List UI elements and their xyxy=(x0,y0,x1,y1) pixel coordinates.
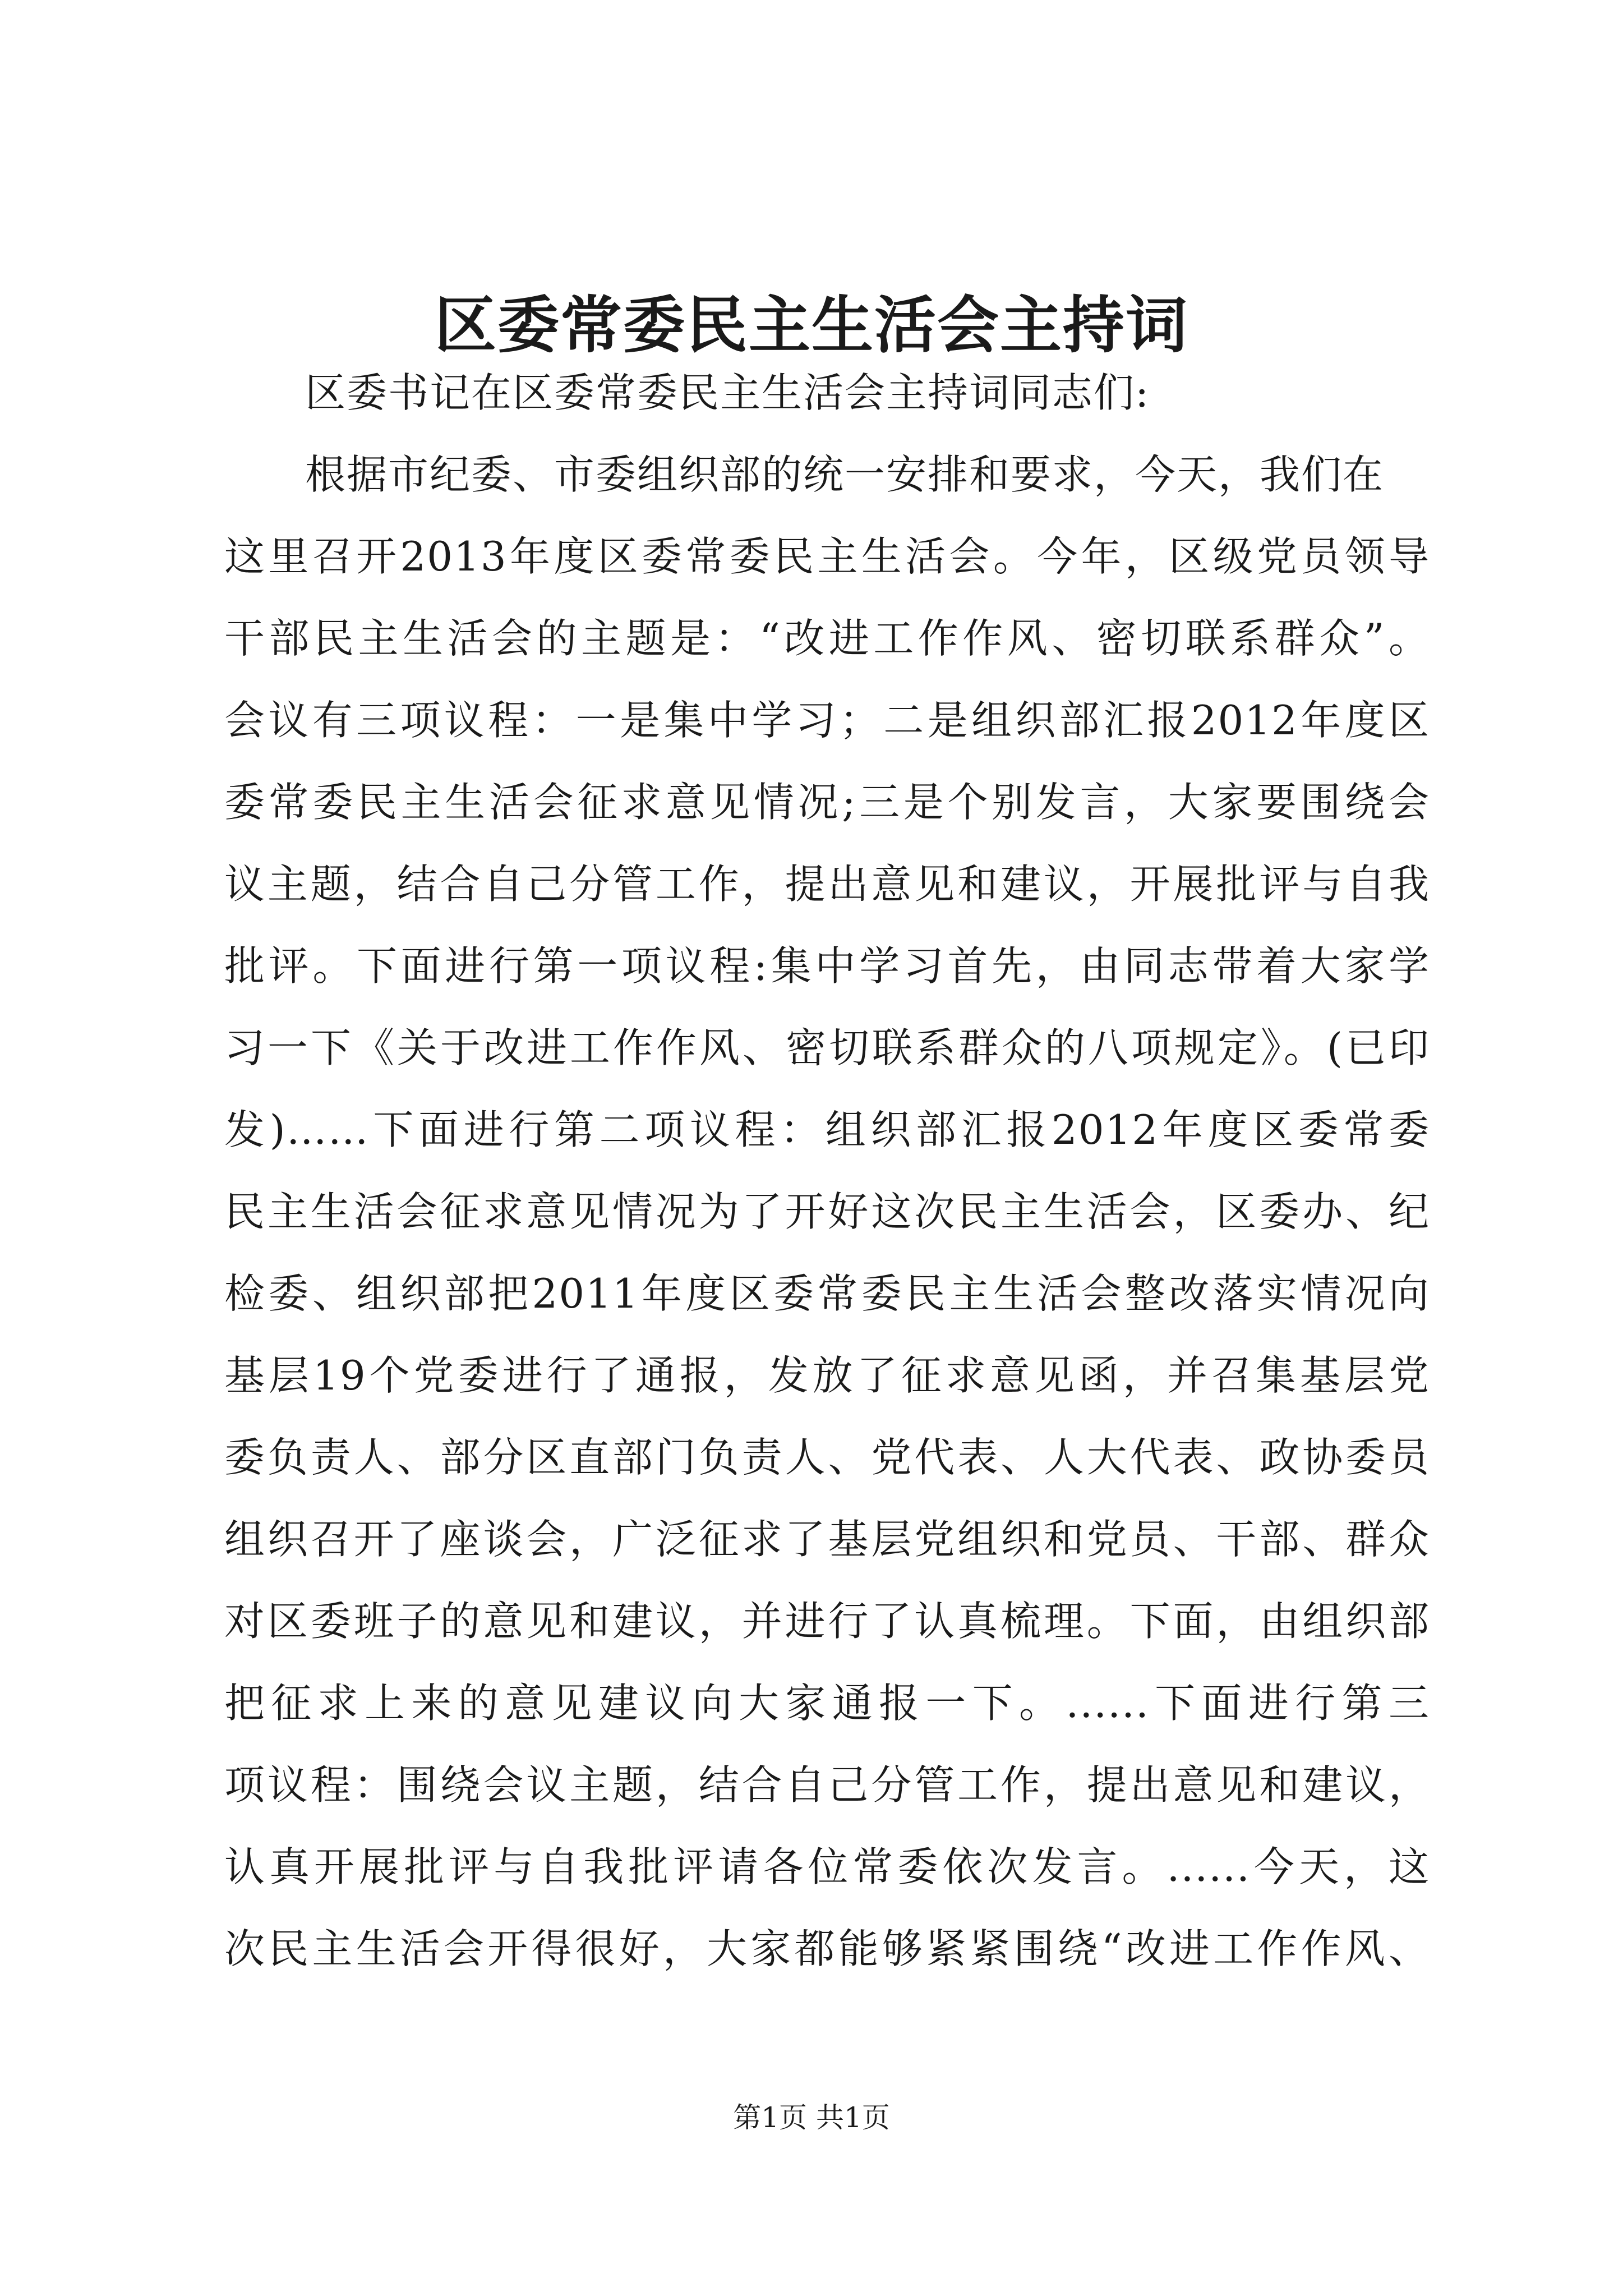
body-line: 项议程：围绕会议主题，结合自己分管工作，提出意见和建议， xyxy=(224,1761,1430,1809)
document-title: 区委常委民主生活会主持词 xyxy=(435,289,1188,361)
body-line: 委常委民主生活会征求意见情况;三是个别发言，大家要围绕会 xyxy=(224,779,1430,826)
body-line: 组织召开了座谈会，广泛征求了基层党组织和党员、干部、群众 xyxy=(224,1516,1430,1563)
body-line: 会议有三项议程：一是集中学习；二是组织部汇报2012年度区 xyxy=(224,697,1430,744)
body-line: 批评。下面进行第一项议程:集中学习首先，由同志带着大家学 xyxy=(224,942,1430,990)
body-line: 根据市纪委、市委组织部的统一安排和要求，今天，我们在 xyxy=(305,451,1385,498)
body-line: 干部民主生活会的主题是：“改进工作作风、密切联系群众”。 xyxy=(224,615,1430,662)
body-line: 检委、组织部把2011年度区委常委民主生活会整改落实情况向 xyxy=(224,1270,1430,1317)
body-line: 基层19个党委进行了通报，发放了征求意见函，并召集基层党 xyxy=(224,1352,1430,1399)
body-line: 认真开展批评与自我批评请各位常委依次发言。......今天，这 xyxy=(224,1843,1430,1890)
body-line: 这里召开2013年度区委常委民主生活会。今年，区级党员领导 xyxy=(224,533,1430,580)
page-footer: 第1页 共1页 xyxy=(733,2101,890,2134)
body-line: 委负责人、部分区直部门负责人、党代表、人大代表、政协委员 xyxy=(224,1434,1430,1481)
body-line: 把征求上来的意见建议向大家通报一下。......下面进行第三 xyxy=(224,1680,1430,1727)
document-body xyxy=(224,352,1430,1990)
body-line: 对区委班子的意见和建议，并进行了认真梳理。下面，由组织部 xyxy=(224,1598,1430,1645)
body-line: 区委书记在区委常委民主生活会主持词同志们: xyxy=(305,369,1150,416)
body-line: 次民主生活会开得很好，大家都能够紧紧围绕“改进工作作风、 xyxy=(224,1925,1430,1972)
body-line: 议主题，结合自己分管工作，提出意见和建议，开展批评与自我 xyxy=(224,861,1430,908)
body-line: 发)……下面进行第二项议程：组织部汇报2012年度区委常委 xyxy=(224,1106,1430,1153)
body-line: 民主生活会征求意见情况为了开好这次民主生活会，区委办、纪 xyxy=(224,1188,1430,1235)
body-line: 习一下《关于改进工作作风、密切联系群众的八项规定》。(已印 xyxy=(224,1024,1430,1071)
